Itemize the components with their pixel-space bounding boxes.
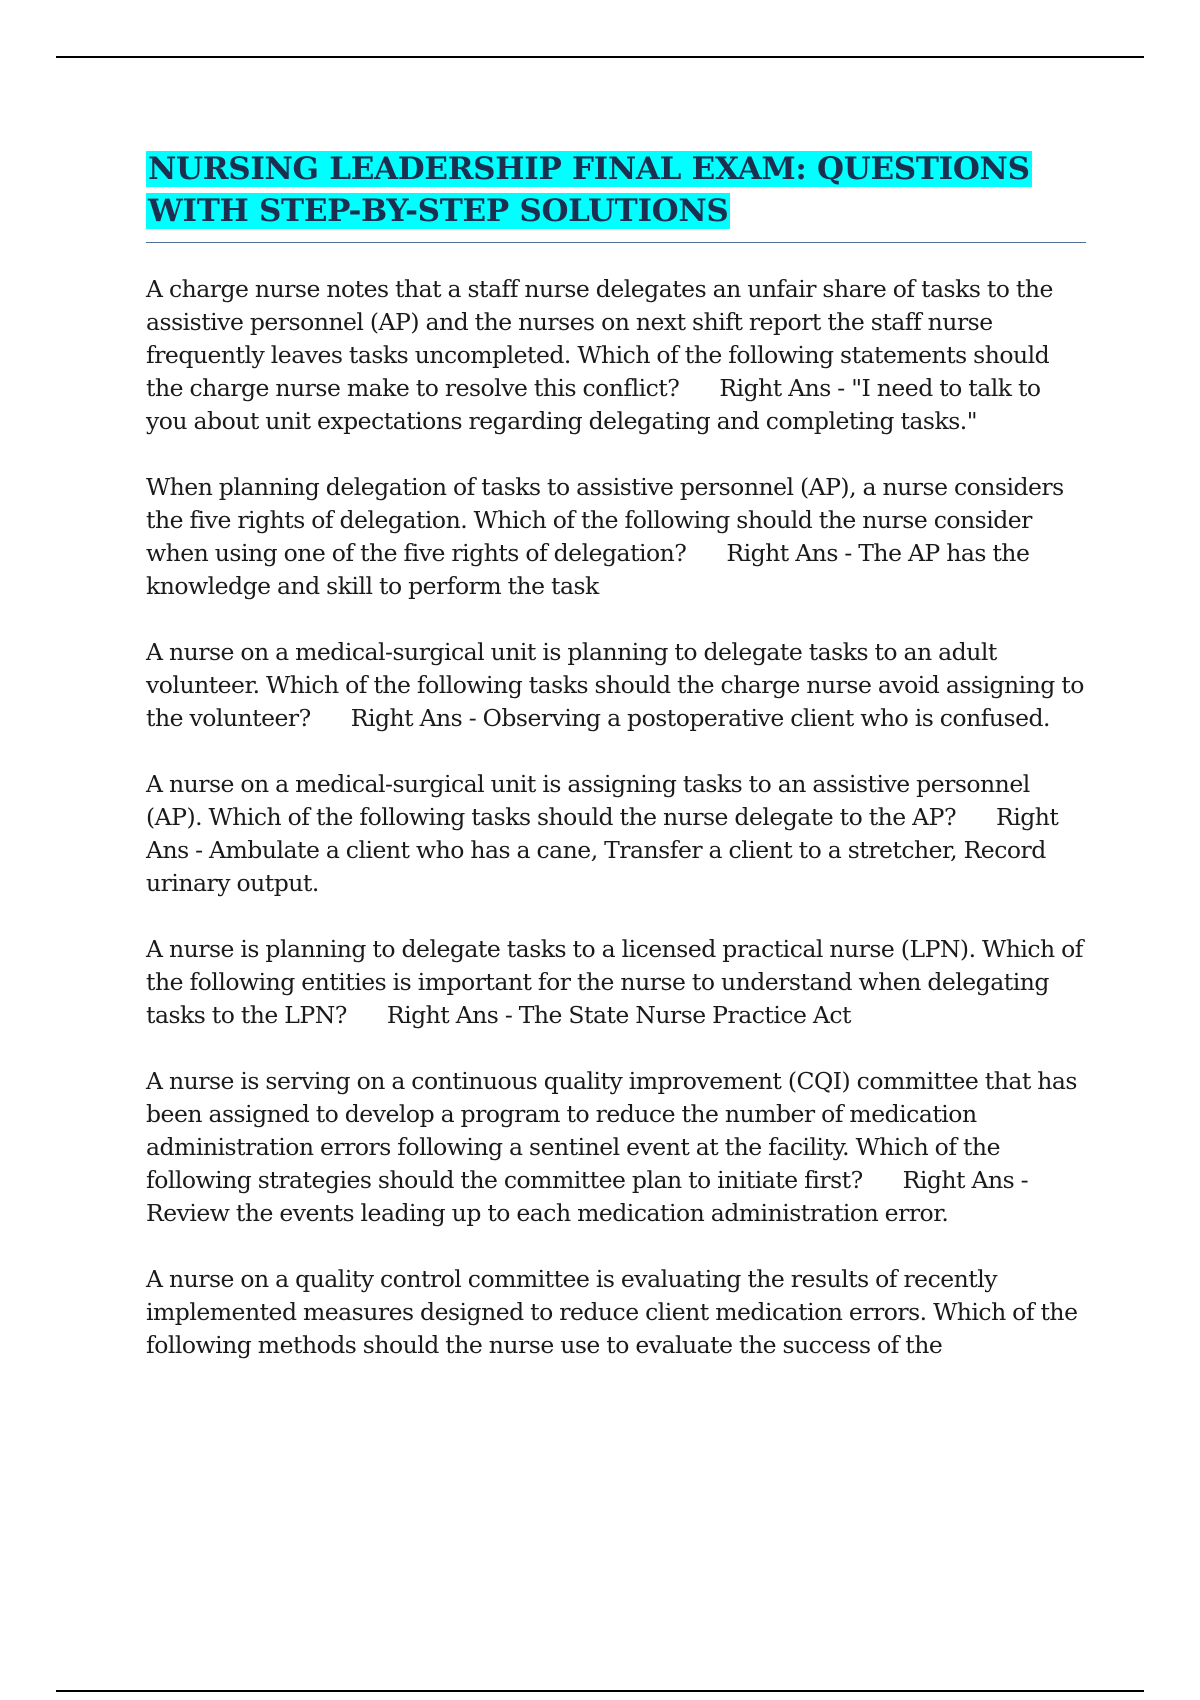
- qa-item: [146, 933, 1086, 1032]
- qa-list: [146, 273, 1086, 1362]
- document-body: [146, 148, 1086, 1395]
- title-block: [146, 148, 1086, 243]
- answer-text: Right Ans - "I need to talk to you about unit expectations regarding delegating and completing tasks.": [146, 374, 1041, 435]
- qa-item: [146, 273, 1086, 438]
- document-title: [146, 148, 1086, 232]
- qa-item: [146, 471, 1086, 603]
- answer-text: Right Ans - Review the events leading up to each medication administration error.: [146, 1166, 1029, 1227]
- answer-text: Right Ans - Ambulate a client who has a cane, Transfer a client to a stretcher, Record urinary output.: [146, 803, 1059, 897]
- question-text: A nurse is planning to delegate tasks to a licensed practical nurse (LPN). Which of the following entities is important for the nurse to understand when delegating tasks to the LPN?: [146, 935, 1083, 1029]
- title-highlight: NURSING LEADERSHIP FINAL EXAM: QUESTIONS WITH STEP-BY-STEP SOLUTIONS: [148, 151, 1030, 229]
- qa-item: [146, 636, 1086, 735]
- answer-text: Right Ans - Observing a postoperative client who is confused.: [350, 704, 1051, 732]
- header-rule: [56, 56, 1144, 58]
- question-text: When planning delegation of tasks to assistive personnel (AP), a nurse considers the five rights of delegation. Which of the following should the nurse consider when using one of the five rights of delegation?: [146, 473, 1064, 567]
- question-text: A nurse on a quality control committee is evaluating the results of recently implemented measures designed to reduce client medication errors. Which of the following methods should the nurse use to evaluate the success of the: [146, 1265, 1078, 1359]
- question-text: A nurse on a medical-surgical unit is assigning tasks to an assistive personnel (AP). Which of the following tasks should the nurse delegate to the AP?: [146, 770, 1030, 831]
- question-text: A nurse on a medical-surgical unit is planning to delegate tasks to an adult volunteer. Which of the following tasks should the charge nurse avoid assigning to the volunteer?: [146, 638, 1084, 732]
- qa-item: [146, 1065, 1086, 1230]
- question-text: A charge nurse notes that a staff nurse delegates an unfair share of tasks to the assistive personnel (AP) and the nurses on next shift report the staff nurse frequently leaves tasks uncompleted. Which of the following statements should the charge nurse make to resolve this conflict?: [146, 275, 1053, 402]
- qa-item: [146, 1263, 1086, 1362]
- answer-text: Right Ans - The AP has the knowledge and skill to perform the task: [146, 539, 1030, 600]
- question-text: A nurse is serving on a continuous quality improvement (CQI) committee that has been assigned to develop a program to reduce the number of medication administration errors following a sentinel event at the facility. Which of the following strategies should the committee plan to initiate first?: [146, 1067, 1077, 1194]
- qa-item: [146, 768, 1086, 900]
- footer-rule: [56, 1690, 1144, 1692]
- answer-text: Right Ans - The State Nurse Practice Act: [386, 1001, 851, 1029]
